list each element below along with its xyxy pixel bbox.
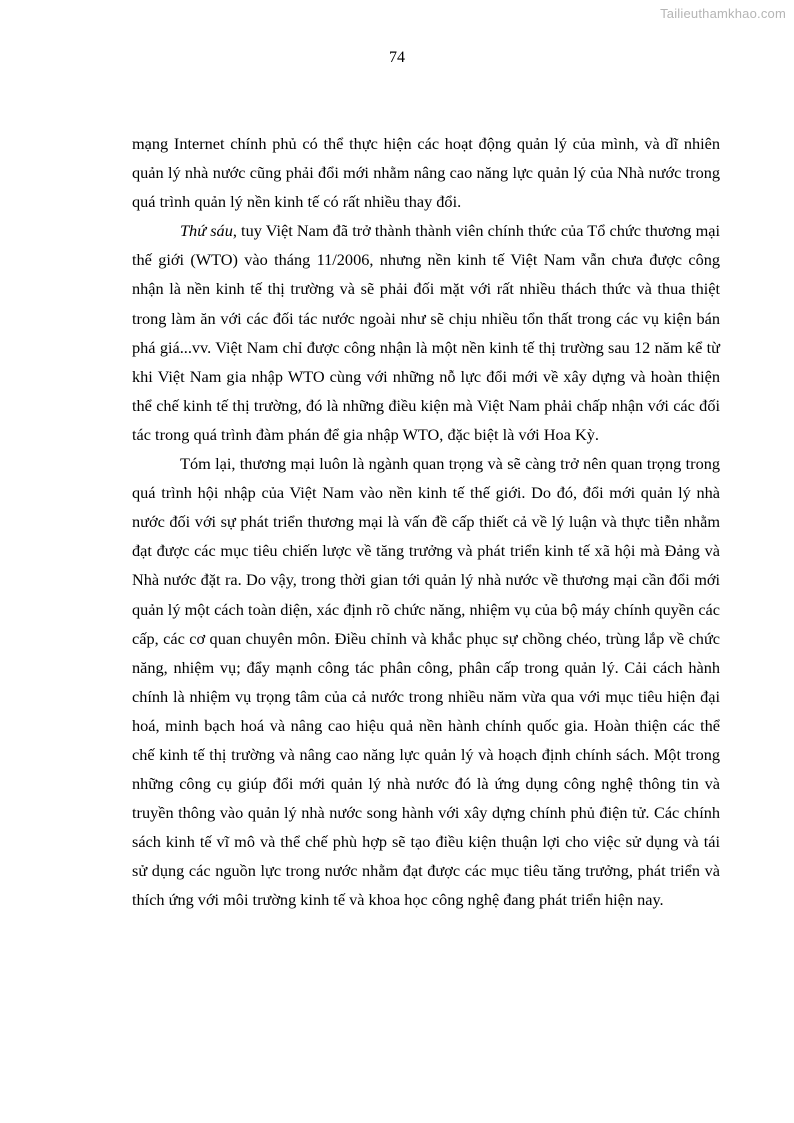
paragraph-2-text: , tuy Việt Nam đã trở thành thành viên chính thức của Tổ chức thương mại thế giới (WTO) vào tháng 11/2006, nhưng nền kinh tế Việt Nam vẫn chưa được công nhận là nền kinh tế thị trường và sẽ phải đối mặt với rất nhiều thách thức và thua thiệt trong làm ăn với các đối tác nước ngoài như sẽ chịu nhiều tổn thất trong các vụ kiện bán phá giá...vv. Việt Nam chỉ được công nhận là một nền kinh tế thị trường sau 12 năm kể từ khi Việt Nam gia nhập WTO cùng với những nỗ lực đổi mới về xây dựng và hoàn thiện thể chế kinh tế thị trường, đó là những điều kiện mà Việt Nam phải chấp nhận với các đối tác trong quá trình đàm phán để gia nhập WTO, đặc biệt là với Hoa Kỳ. [132,221,720,444]
watermark: Tailieuthamkhao.com [660,6,786,21]
paragraph-2-lead: Thứ sáu [180,221,233,241]
paragraph-1: mạng Internet chính phủ có thể thực hiện các hoạt động quản lý của mình, và dĩ nhiên quản lý nhà nước cũng phải đổi mới nhằm nâng cao năng lực quản lý của Nhà nước trong quá trình quản lý nền kinh tế có rất nhiều thay đổi. [132,134,720,212]
paragraph-3: Tóm lại, thương mại luôn là ngành quan trọng và sẽ càng trở nên quan trọng trong quá trình hội nhập của Việt Nam vào nền kinh tế thế giới. Do đó, đổi mới quản lý nhà nước đối với sự phát triển thương mại là vấn đề cấp thiết cả về lý luận và thực tiễn nhằm đạt được các mục tiêu chiến lược về tăng trưởng và phát triển kinh tế xã hội mà Đảng và Nhà nước đặt ra. Do vậy, trong thời gian tới quản lý nhà nước về thương mại cần đổi mới quản lý một cách toàn diện, xác định rõ chức năng, nhiệm vụ của bộ máy chính quyền các cấp, các cơ quan chuyên môn. Điều chỉnh và khắc phục sự chồng chéo, trùng lắp về chức năng, nhiệm vụ; đẩy mạnh công tác phân công, phân cấp trong quản lý. Cải cách hành chính là nhiệm vụ trọng tâm của cả nước trong nhiều năm vừa qua với mục tiêu hiện đại hoá, minh bạch hoá và nâng cao hiệu quả nền hành chính quốc gia. Hoàn thiện các thể chế kinh tế thị trường và nâng cao năng lực quản lý và hoạch định chính sách. Một trong những công cụ giúp đổi mới quản lý nhà nước đó là ứng dụng công nghệ thông tin và truyền thông vào quản lý nhà nước song hành với xây dựng chính phủ điện tử. Các chính sách kinh tế vĩ mô và thể chế phù hợp sẽ tạo điều kiện thuận lợi cho việc sử dụng và tái sử dụng các nguồn lực trong nước nhằm đạt được các mục tiêu tăng trưởng, phát triển và thích ứng với môi trường kinh tế và khoa học công nghệ đang phát triển hiện nay. [132,454,720,910]
paragraph-2 [132,216,720,449]
document-body [132,129,720,915]
page-number: 74 [389,49,405,66]
